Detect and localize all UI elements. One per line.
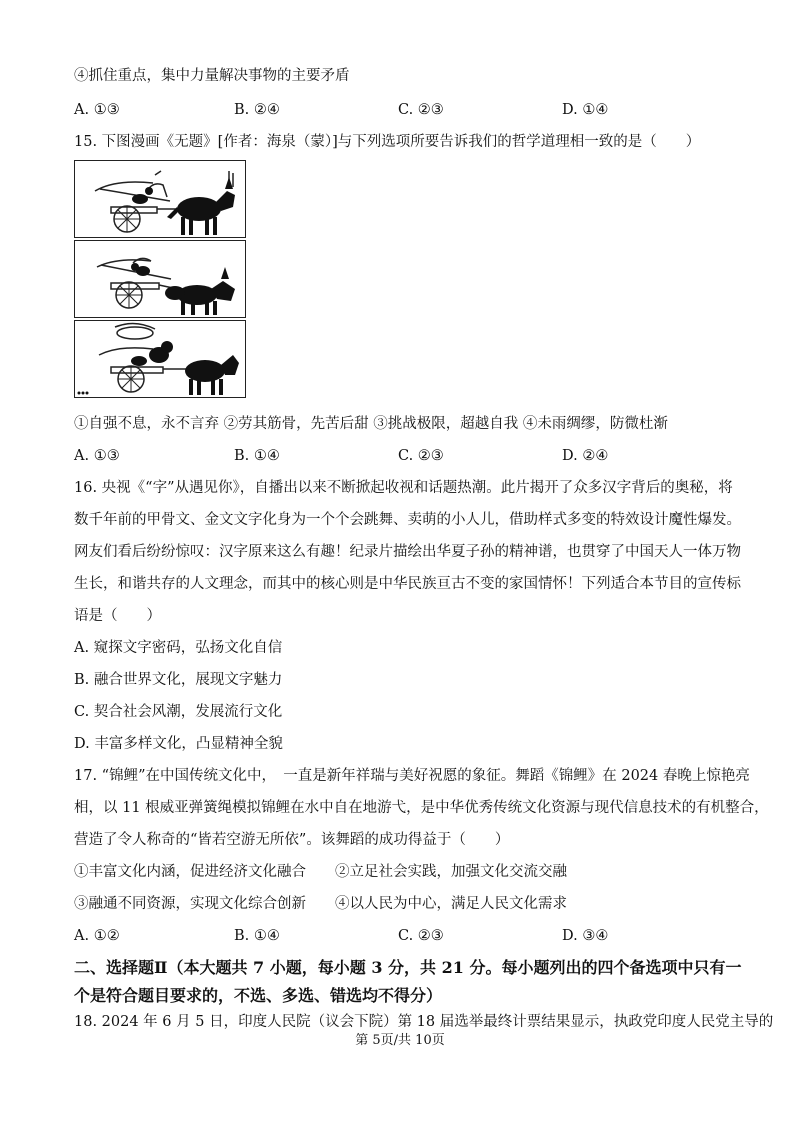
q17-stem-line-2: 相，以 11 根威亚弹簧绳模拟锦鲤在水中自在地游弋，是中华优秀传统文化资源与现代信息技术的有机整合， bbox=[74, 800, 769, 816]
q16-option-c[interactable]: C. 契合社会风潮，发展流行文化 bbox=[74, 704, 283, 720]
q18-stem-line-1: 18. 2024 年 6 月 5 日，印度人民院（议会下院）第 18 届选举最终计票结果显示，执政党印度人民党主导的 bbox=[74, 1014, 774, 1030]
q17-option-b[interactable]: B. ①④ bbox=[234, 928, 280, 944]
q17-items-line-1: ①丰富文化内涵，促进经济文化融合 ②立足社会实践，加强文化交流交融 bbox=[74, 864, 567, 880]
q16-stem-line-4: 生长，和谐共存的人文理念，而其中的核心则是中华民族亘古不变的家国情怀！下列适合本节目的宣传标 bbox=[74, 576, 741, 592]
cartoon-panel-3 bbox=[74, 320, 246, 398]
q17-stem-line-1: 17. “锦鲤”在中国传统文化中， 一直是新年祥瑞与美好祝愿的象征。舞蹈《锦鲤》在 2024 春晚上惊艳亮 bbox=[74, 768, 750, 784]
chariot-donkey-icon bbox=[75, 161, 245, 237]
q15-option-d[interactable]: D. ②④ bbox=[562, 448, 609, 464]
q15-option-b[interactable]: B. ①④ bbox=[234, 448, 280, 464]
q15-stem: 15. 下图漫画《无题》[作者：海泉（蒙）]与下列选项所要告诉我们的哲学道理相一致的是（ ） bbox=[74, 134, 701, 150]
q16-stem-line-2: 数千年前的甲骨文、金文文字化身为一个个会跳舞、卖萌的小人儿，借助样式多变的特效设计魔性爆发。 bbox=[74, 512, 741, 528]
q16-option-d[interactable]: D. 丰富多样文化，凸显精神全貌 bbox=[74, 736, 283, 752]
page-footer: 第 5页/共 10页 bbox=[355, 1033, 445, 1048]
q17-option-d[interactable]: D. ③④ bbox=[562, 928, 609, 944]
q17-items-line-2: ③融通不同资源，实现文化综合创新 ④以人民为中心，满足人民文化需求 bbox=[74, 896, 567, 912]
section-2-header-line-2: 个是符合题目要求的，不选、多选、错选均不得分） bbox=[74, 986, 443, 1005]
chariot-donkey-icon bbox=[75, 321, 245, 397]
q14-option-d[interactable]: D. ①④ bbox=[562, 102, 609, 118]
q15-cartoon bbox=[74, 160, 246, 405]
q15-option-a[interactable]: A. ①③ bbox=[74, 448, 120, 464]
q17-option-a[interactable]: A. ①② bbox=[74, 928, 120, 944]
q17-option-c[interactable]: C. ②③ bbox=[398, 928, 444, 944]
section-2-header-line-1: 二、选择题Ⅱ（本大题共 7 小题，每小题 3 分，共 21 分。每小题列出的四个备选项中只有一 bbox=[74, 958, 742, 977]
q15-option-c[interactable]: C. ②③ bbox=[398, 448, 444, 464]
q16-option-a[interactable]: A. 窥探文字密码，弘扬文化自信 bbox=[74, 640, 283, 656]
q16-option-b[interactable]: B. 融合世界文化，展现文字魅力 bbox=[74, 672, 283, 688]
q16-stem-line-1: 16. 央视《“字”从遇见你》，自播出以来不断掀起收视和话题热潮。此片揭开了众多汉字背后的奥秘，将 bbox=[74, 480, 733, 496]
q14-option-a[interactable]: A. ①③ bbox=[74, 102, 120, 118]
cartoon-panel-2 bbox=[74, 240, 246, 318]
cartoon-panel-1 bbox=[74, 160, 246, 238]
q17-stem-line-3: 营造了令人称奇的“皆若空游无所依”。该舞蹈的成功得益于（ ） bbox=[74, 832, 510, 848]
q16-stem-line-5: 语是（ ） bbox=[74, 608, 161, 624]
q15-items: ①自强不息，永不言弃 ②劳其筋骨，先苦后甜 ③挑战极限，超越自我 ④未雨绸缪，防微杜渐 bbox=[74, 416, 668, 432]
chariot-donkey-icon bbox=[75, 241, 245, 317]
q14-item4: ④抓住重点，集中力量解决事物的主要矛盾 bbox=[74, 68, 350, 84]
q14-option-c[interactable]: C. ②③ bbox=[398, 102, 444, 118]
q16-stem-line-3: 网友们看后纷纷惊叹：汉字原来这么有趣！纪录片描绘出华夏子孙的精神谱，也贯穿了中国天人一体万物 bbox=[74, 544, 741, 560]
q14-option-b[interactable]: B. ②④ bbox=[234, 102, 280, 118]
